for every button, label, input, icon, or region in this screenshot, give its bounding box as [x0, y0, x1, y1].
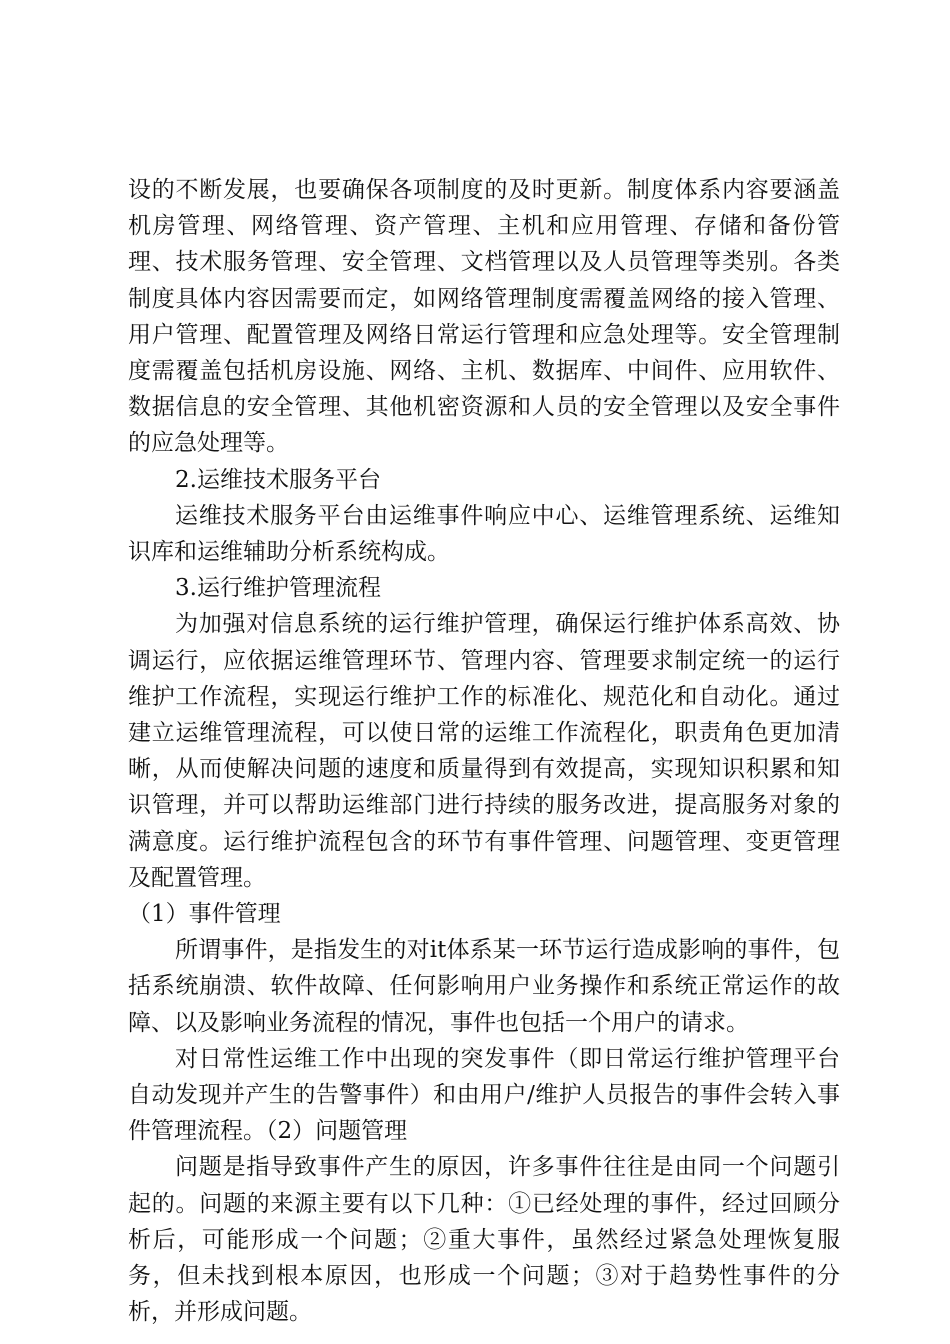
- paragraph-problem-management: 问题是指导致事件产生的原因，许多事件往往是由同一个问题引起的。问题的来源主要有以下几种：①已经处理的事件，经过回顾分析后，可能形成一个问题；②重大事件，虽然经过紧急处理恢复服务，但未找到根本原因，也形成一个问题；③对于趋势性事件的分析，并形成问题。: [128, 1154, 840, 1326]
- paragraph-event-flow: 对日常性运维工作中出现的突发事件（即日常运行维护管理平台自动发现并产生的告警事件）和由用户/维护人员报告的事件会转入事件管理流程。（2）问题管理: [128, 1045, 840, 1145]
- paragraph-ops-platform: 运维技术服务平台由运维事件响应中心、运维管理系统、运维知识库和运维辅助分析系统构成。: [128, 502, 840, 566]
- heading-event-management: （1）事件管理: [128, 901, 281, 928]
- paragraph-system-scope: 设的不断发展，也要确保各项制度的及时更新。制度体系内容要涵盖机房管理、网络管理、资产管理、主机和应用管理、存储和备份管理、技术服务管理、安全管理、文档管理以及人员管理等类别。各类制度具体内容因需要而定，如网络管理制度需覆盖网络的接入管理、用户管理、配置管理及网络日常运行管理和应急处理等。安全管理制度需覆盖包括机房设施、网络、主机、数据库、中间件、应用软件、数据信息的安全管理、其他机密资源和人员的安全管理以及安全事件的应急处理等。: [128, 177, 840, 457]
- paragraph-ops-process: 为加强对信息系统的运行维护管理，确保运行维护体系高效、协调运行，应依据运维管理环节、管理内容、管理要求制定统一的运行维护工作流程，实现运行维护工作的标准化、规范化和自动化。通过建立运维管理流程，可以使日常的运维工作流程化，职责角色更加清晰，从而使解决问题的速度和质量得到有效提高，实现知识积累和知识管理，并可以帮助运维部门进行持续的服务改进，提高服务对象的满意度。运行维护流程包含的环节有事件管理、问题管理、变更管理及配置管理。: [128, 611, 840, 891]
- heading-ops-process: 3.运行维护管理流程: [175, 575, 381, 602]
- document-body: [128, 172, 840, 1331]
- paragraph-event-definition: 所谓事件，是指发生的对it体系某一环节运行造成影响的事件，包括系统崩溃、软件故障、任何影响用户业务操作和系统正常运作的故障、以及影响业务流程的情况，事件也包括一个用户的请求。: [128, 937, 840, 1036]
- heading-ops-platform: 2.运维技术服务平台: [175, 466, 381, 493]
